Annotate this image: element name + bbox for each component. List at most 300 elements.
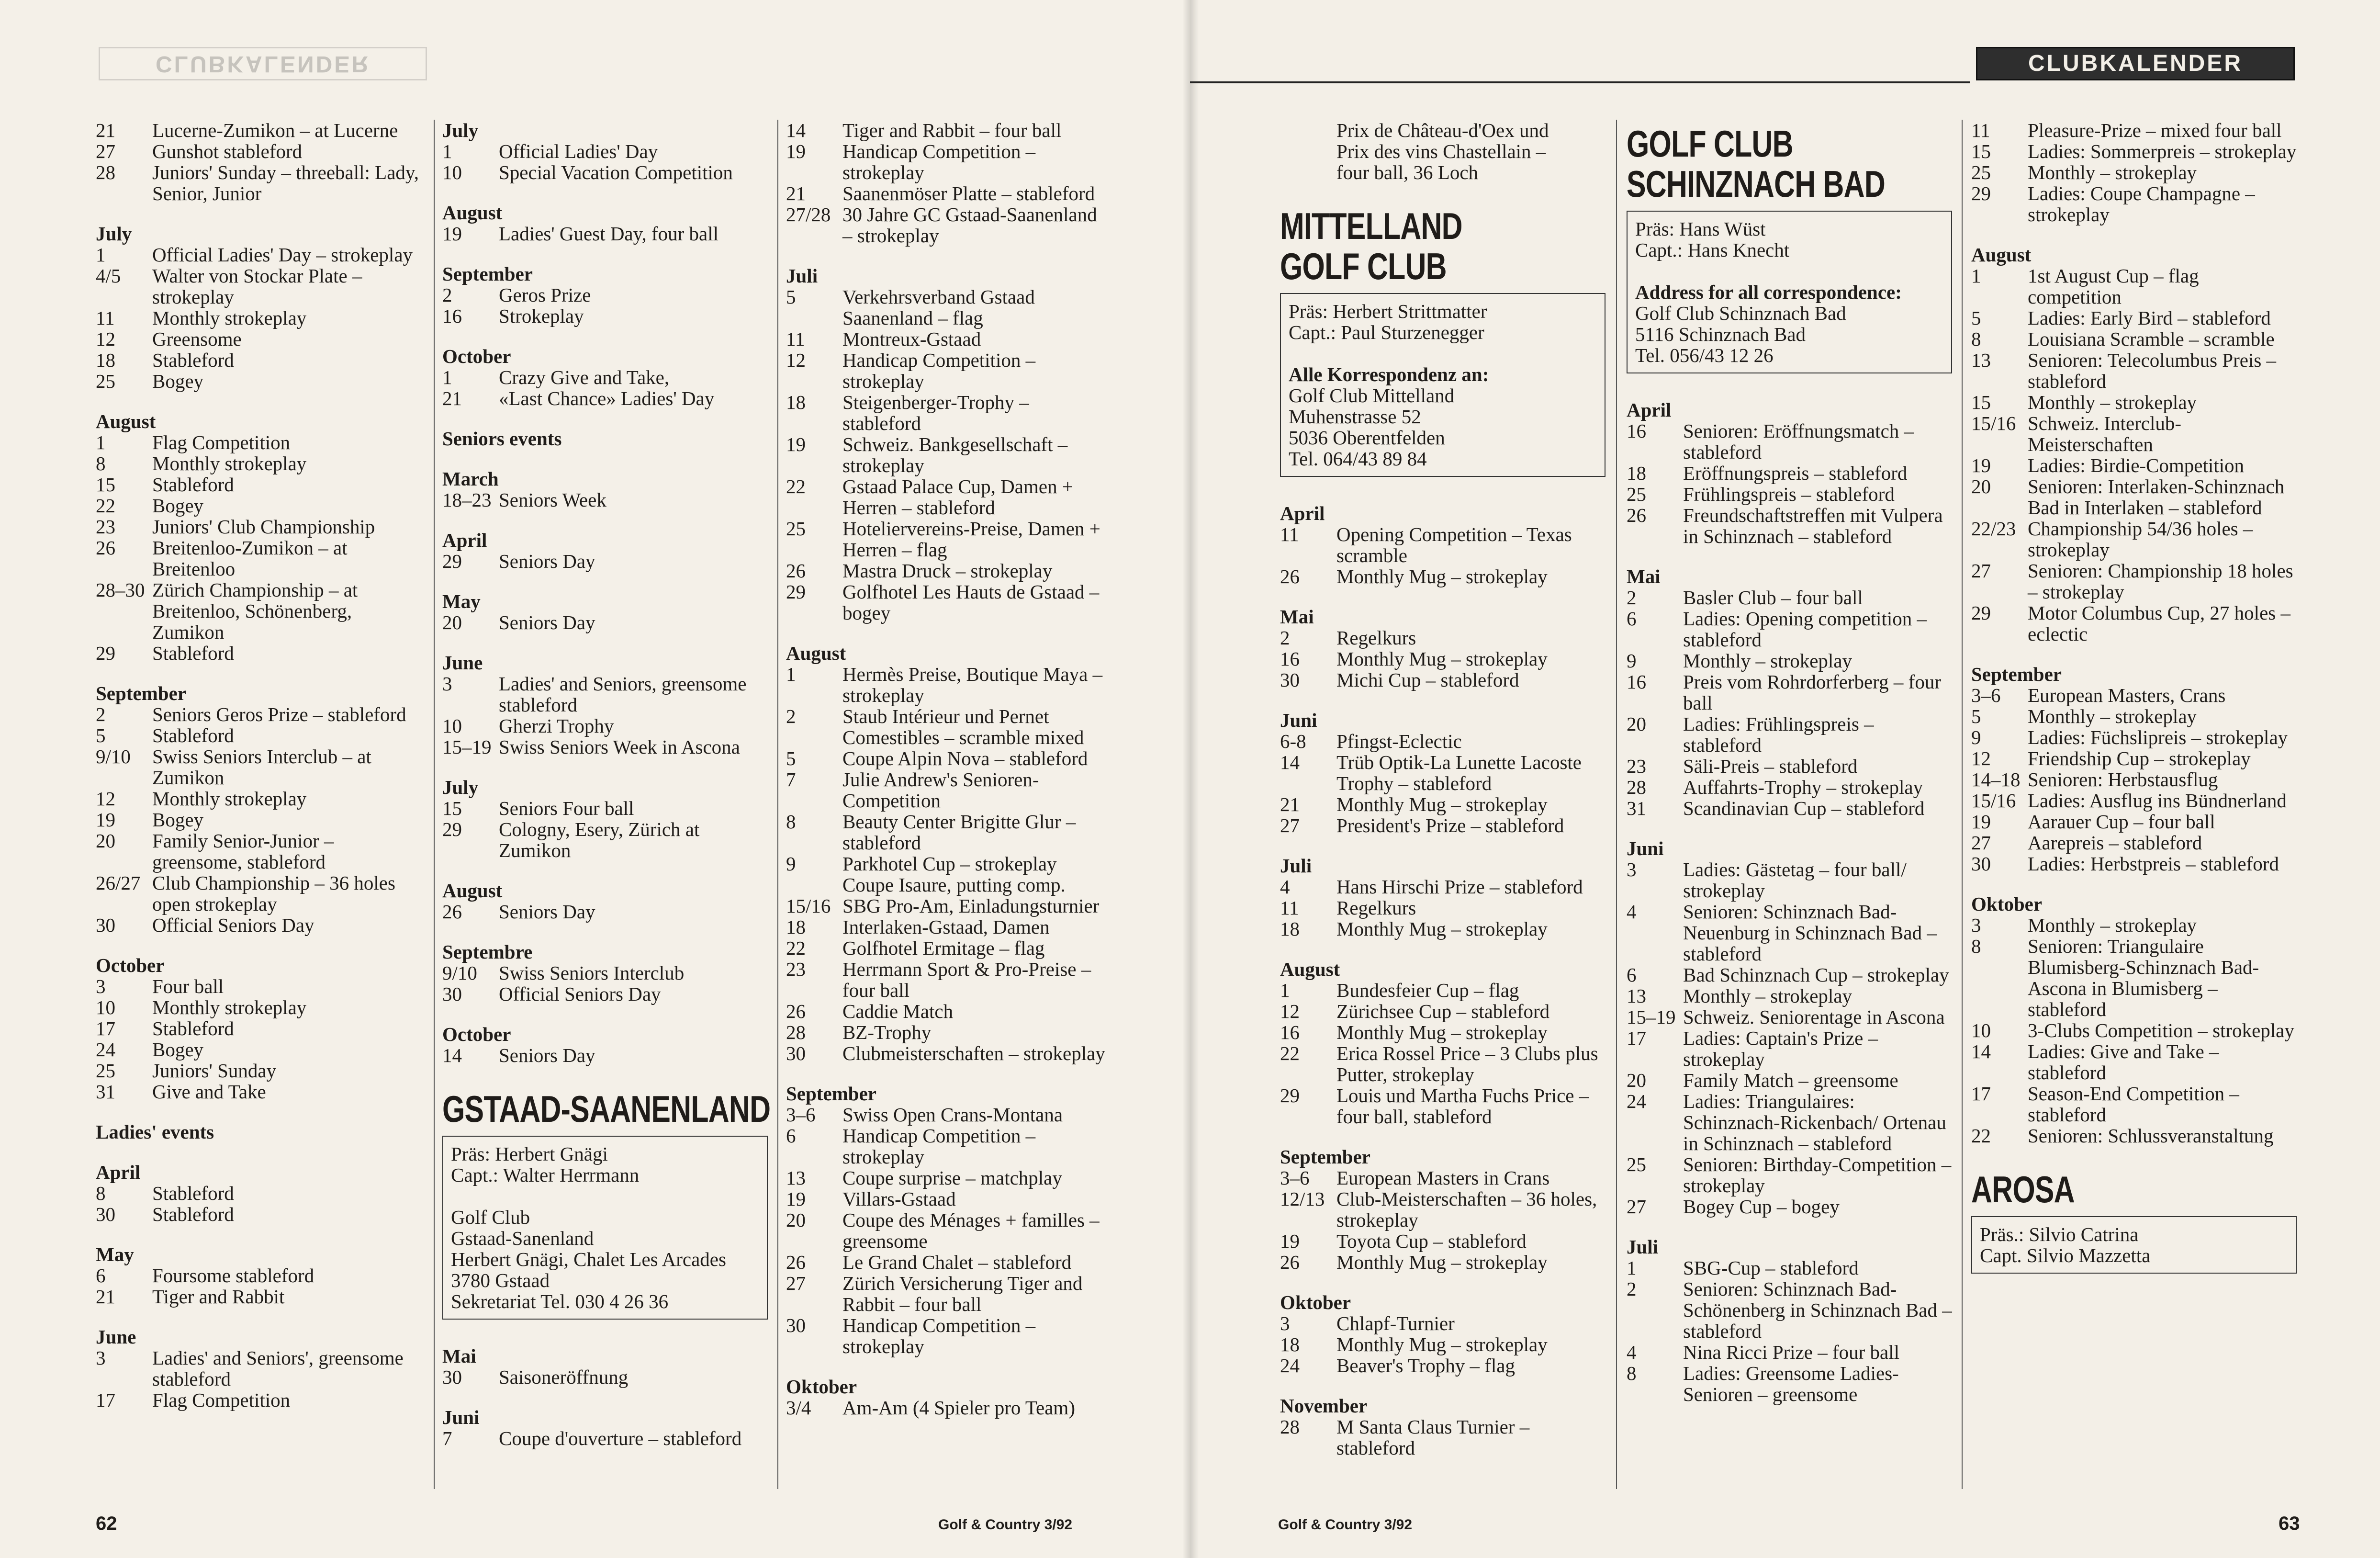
event-name: Gstaad Palace Cup, Damen + Herren – stableford	[842, 475, 1073, 519]
event-name: Preis vom Rohrdorferberg – four ball	[1683, 671, 1941, 714]
event-date: 18	[96, 349, 115, 371]
section-spacer	[1280, 836, 1605, 855]
club-info-line: Präs: Hans Wüst	[1635, 218, 1766, 240]
event-date: 13	[1971, 349, 1991, 371]
section-spacer	[1627, 547, 1952, 566]
event-name: Hans Hirschi Prize – stableford	[1336, 876, 1583, 898]
calendar-section	[96, 204, 421, 392]
event-name: Bad Schinznach Cup – strokeplay	[1683, 964, 1949, 986]
event-date: 13	[786, 1167, 806, 1189]
column-divider	[777, 120, 778, 1489]
event-date: 31	[96, 1081, 115, 1103]
event-name: Swiss Open Crans-Montana	[842, 1104, 1063, 1126]
event-date: 9/10	[442, 962, 477, 984]
event-row	[96, 976, 421, 997]
event-row	[786, 1315, 1111, 1357]
event-name: Monthly – strokeplay	[2028, 391, 2197, 413]
event-date: 7	[442, 1427, 452, 1449]
month-heading: September	[96, 682, 187, 704]
event-date: 26	[786, 1000, 806, 1022]
event-name: Regelkurs	[1336, 897, 1416, 919]
club-title	[1280, 206, 1534, 286]
event-row	[1971, 120, 2297, 141]
event-name: Bogey	[152, 809, 204, 831]
event-name: Chlapf-Turnier	[1336, 1312, 1455, 1334]
event-row	[1280, 752, 1605, 794]
event-row	[1627, 1091, 1952, 1154]
event-row	[96, 1039, 421, 1060]
event-row	[96, 162, 421, 204]
event-date: 6	[1627, 964, 1637, 986]
event-row	[1627, 587, 1952, 608]
event-date: 25	[786, 518, 806, 540]
section-spacer	[1971, 1146, 2297, 1165]
event-date: 2	[1627, 1278, 1637, 1300]
calendar-section	[96, 1307, 421, 1411]
event-name: Mastra Druck – strokeplay	[842, 560, 1053, 582]
event-date: 19	[442, 223, 462, 245]
event-row	[1627, 777, 1952, 798]
event-name: Hoteliervereins-Preise, Damen + Herren – flag	[842, 518, 1100, 561]
event-date: 4	[1280, 876, 1290, 898]
event-row	[442, 1366, 768, 1388]
club-info-line: Capt.: Walter Herrmann	[451, 1164, 640, 1186]
event-name: Parkhotel Cup – strokeplay Coupe Isaure, putting comp.	[842, 853, 1066, 896]
event-date: 2	[786, 705, 796, 727]
event-date: 1	[442, 366, 452, 388]
month-heading: Mai	[1280, 606, 1314, 628]
calendar-section	[96, 664, 421, 936]
calendar-section	[1280, 836, 1605, 939]
event-name: Seniors Day	[499, 901, 595, 923]
event-date: 21	[96, 1286, 115, 1308]
event-name: Breitenloo-Zumikon – at Breitenloo	[152, 537, 348, 580]
event-name: Beaver's Trophy – flag	[1336, 1355, 1515, 1377]
event-name: Pfingst-Eclectic	[1336, 730, 1462, 752]
month-heading: October	[96, 954, 165, 976]
event-row	[786, 664, 1111, 706]
event-row	[1280, 980, 1605, 1001]
event-date: 16	[1627, 420, 1646, 442]
event-name: Senioren: Schinznach Bad-Neuenburg in Schinznach Bad – stableford	[1683, 901, 1937, 965]
event-row	[96, 474, 421, 495]
event-row	[1971, 914, 2297, 936]
club-info-line: Tel. 056/43 12 26	[1635, 344, 1774, 366]
club-info-line: Tel. 064/43 89 84	[1289, 448, 1427, 470]
calendar-section	[96, 936, 421, 1102]
event-date: 19	[786, 1188, 806, 1210]
event-name: Aarepreis – stableford	[2028, 832, 2202, 854]
event-date: 19	[1971, 811, 1991, 833]
event-name: Senioren: Schinznach Bad-Schönenberg in Schinznach Bad – stableford	[1683, 1278, 1952, 1342]
event-name: Senioren: Telecolumbus Preis – stableford	[2028, 349, 2277, 392]
event-date: 15	[96, 474, 115, 496]
event-date: 18	[1280, 918, 1300, 940]
event-row	[1971, 748, 2297, 769]
event-date: 28	[96, 161, 115, 183]
event-name: Stableford	[152, 474, 234, 496]
event-name: Beauty Center Brigitte Glur – stableford	[842, 811, 1076, 854]
calendar-section	[96, 120, 421, 204]
event-date: 26/27	[96, 872, 141, 894]
event-name: Basler Club – four ball	[1683, 587, 1863, 609]
event-row	[1280, 524, 1605, 566]
event-row	[786, 1125, 1111, 1167]
event-row	[442, 715, 768, 736]
event-date: 30	[442, 1366, 462, 1388]
event-name: Monthly strokeplay	[152, 307, 307, 329]
event-date: 4/5	[96, 265, 121, 287]
event-row	[1971, 853, 2297, 874]
month-heading: August	[96, 410, 156, 432]
event-name: Motor Columbus Cup, 27 holes – eclectic	[2028, 602, 2290, 645]
month-heading: August	[442, 880, 503, 902]
event-name: Ladies' Guest Day, four ball	[499, 223, 719, 245]
event-date: 30	[786, 1042, 806, 1064]
event-name: 30 Jahre GC Gstaad-Saanenland – strokeplay	[842, 203, 1097, 247]
event-name: Aarauer Cup – four ball	[2028, 811, 2215, 833]
section-spacer	[786, 1357, 1111, 1376]
event-name: Coupe des Ménages + familles – greensome	[842, 1209, 1100, 1252]
section-spacer	[442, 757, 768, 777]
event-name: Tiger and Rabbit	[152, 1286, 285, 1308]
event-date: 27	[1280, 814, 1300, 836]
event-date: 28	[1280, 1416, 1300, 1438]
month-heading: April	[1627, 399, 1672, 421]
event-name: Gunshot stableford	[152, 140, 303, 162]
section-spacer	[1627, 380, 1952, 399]
event-row	[1280, 1001, 1605, 1022]
event-date: 28	[786, 1021, 806, 1043]
page-gutter	[1182, 0, 1199, 1558]
event-name: Stableford	[152, 724, 234, 746]
event-date: 20	[786, 1209, 806, 1231]
event-row	[442, 901, 768, 922]
event-name: Opening Competition – Texas scramble	[1336, 523, 1572, 566]
event-row	[786, 1001, 1111, 1022]
club-title-line: GSTAAD-SAANENLAND	[442, 1088, 771, 1130]
event-name: Official Seniors Day	[152, 914, 314, 936]
event-date: 15/16	[786, 895, 831, 917]
event-date: 16	[1627, 671, 1646, 693]
club-info-line: Muhenstrasse 52	[1289, 406, 1421, 428]
event-name: Walter von Stockar Plate – strokeplay	[152, 265, 362, 308]
section-spacer	[1280, 1273, 1605, 1292]
event-row	[1280, 1188, 1605, 1231]
event-name: Strokeplay	[499, 305, 584, 327]
event-date: 15–19	[1627, 1006, 1676, 1028]
event-date: 6	[1627, 608, 1637, 630]
event-date: 14	[1280, 751, 1300, 773]
calendar-section	[1280, 1127, 1605, 1273]
month-heading: April	[442, 529, 487, 551]
event-date: 26	[786, 560, 806, 582]
club-info-line: Herbert Gnägi, Chalet Les Arcades	[451, 1248, 726, 1270]
event-name: Freundschaftstreffen mit Vulpera in Schinznach – stableford	[1683, 504, 1943, 547]
event-date: 5	[96, 724, 106, 746]
calendar-section	[442, 327, 768, 409]
event-row	[442, 962, 768, 983]
event-row	[442, 162, 768, 183]
calendar-section	[1627, 380, 1952, 547]
event-row	[786, 1043, 1111, 1064]
event-name: Golfhotel Les Hauts de Gstaad – bogey	[842, 581, 1100, 624]
section-spacer	[786, 1064, 1111, 1083]
page-number-right: 63	[2279, 1513, 2300, 1534]
event-date: 2	[1627, 587, 1637, 609]
event-date: 27	[1627, 1196, 1646, 1218]
event-name: Staub Intérieur und Pernet Comestibles – scramble mixed	[842, 705, 1084, 748]
event-row	[1627, 1196, 1952, 1217]
event-row	[1627, 901, 1952, 964]
event-date: 4	[1627, 1341, 1637, 1363]
event-row	[96, 725, 421, 746]
event-row	[786, 811, 1111, 853]
month-heading: April	[96, 1161, 141, 1183]
event-date: 17	[1627, 1027, 1646, 1049]
event-row	[1627, 713, 1952, 756]
event-row	[96, 307, 421, 328]
event-name: Juniors' Sunday	[152, 1060, 277, 1082]
section-spacer	[442, 327, 768, 346]
section-spacer	[442, 449, 768, 468]
club-info-line: Capt. Silvio Mazzetta	[1980, 1244, 2151, 1266]
month-heading: July	[96, 223, 132, 245]
section-spacer	[96, 1307, 421, 1326]
event-name: Hermès Preise, Boutique Maya – strokeplay	[842, 663, 1103, 706]
club-info-line: 3780 Gstaad	[451, 1269, 550, 1291]
event-name: Saisoneröffnung	[499, 1366, 629, 1388]
event-row	[1280, 897, 1605, 918]
column-4	[1280, 120, 1605, 1458]
calendar-section	[1280, 939, 1605, 1127]
event-date: 1	[786, 663, 796, 685]
month-heading: Mai	[442, 1345, 476, 1367]
column-divider	[1962, 120, 1963, 1489]
club-info-line: Golf Club Mittelland	[1289, 384, 1455, 406]
event-name: Monthly – strokeplay	[2028, 161, 2197, 183]
event-row	[96, 244, 421, 265]
club-info-line	[1635, 260, 1943, 282]
event-row	[1280, 1252, 1605, 1273]
event-name: Scandinavian Cup – stableford	[1683, 797, 1925, 819]
event-date: 10	[442, 715, 462, 737]
event-date: 27	[786, 1272, 806, 1294]
event-name: Bogey	[152, 370, 204, 392]
event-name: Ladies: Captain's Prize – strokeplay	[1683, 1027, 1878, 1070]
event-row	[96, 1060, 421, 1081]
event-row	[1627, 1006, 1952, 1027]
column-2	[442, 119, 771, 1449]
event-date: 28–30	[96, 579, 145, 601]
event-date: 25	[96, 1060, 115, 1082]
section-spacer	[1280, 1376, 1605, 1395]
event-row	[1971, 183, 2297, 225]
event-row	[1627, 964, 1952, 985]
event-row	[1627, 505, 1952, 547]
event-row	[442, 223, 768, 244]
event-name: Seniors Week	[499, 489, 606, 511]
section-tag-clubkalender: CLUBKALENDER	[1976, 47, 2295, 80]
event-date: 20	[96, 830, 115, 852]
event-date: 7	[786, 768, 796, 790]
event-date: 12	[1971, 747, 1991, 769]
month-heading: Juli	[786, 265, 818, 287]
event-date: 27	[1971, 560, 1991, 582]
event-row	[1971, 413, 2297, 455]
event-name: Ladies: Opening competition – stableford	[1683, 608, 1927, 651]
event-row	[442, 612, 768, 633]
event-name: Season-End Competition – stableford	[2028, 1083, 2239, 1126]
event-date: 10	[1971, 1019, 1991, 1041]
calendar-section	[786, 623, 1111, 1064]
event-name: Lucerne-Zumikon – at Lucerne	[152, 119, 398, 141]
event-row	[1280, 1355, 1605, 1376]
calendar-section	[442, 244, 768, 327]
event-name: Le Grand Chalet – stableford	[842, 1251, 1072, 1273]
month-heading: August	[786, 642, 846, 664]
event-row	[96, 1018, 421, 1039]
event-name: Ladies: Give and Take – stableford	[2028, 1040, 2219, 1084]
event-date: 23	[1627, 755, 1646, 777]
event-date: 9	[1971, 726, 1981, 748]
event-row	[1280, 1167, 1605, 1188]
event-name: Senioren: Birthday-Competition – strokeplay	[1683, 1153, 1952, 1197]
event-row	[786, 560, 1111, 581]
event-name: Geros Prize	[499, 284, 591, 306]
event-name: Flag Competition	[152, 1389, 291, 1411]
event-date: 19	[1971, 454, 1991, 476]
event-date: 14	[1971, 1040, 1991, 1062]
event-row	[96, 872, 421, 914]
event-row	[1971, 265, 2297, 307]
section-spacer	[1280, 690, 1605, 710]
event-row	[786, 518, 1111, 560]
event-name: Coupe Alpin Nova – stableford	[842, 747, 1088, 769]
event-row	[1971, 162, 2297, 183]
event-row	[1280, 1416, 1605, 1458]
event-date: 14	[786, 119, 806, 141]
event-name: Monthly strokeplay	[152, 788, 307, 810]
event-name: Handicap Competition – strokeplay	[842, 349, 1036, 392]
event-name: Bogey Cup – bogey	[1683, 1196, 1840, 1218]
event-row	[442, 673, 768, 715]
section-spacer	[96, 1102, 421, 1121]
event-row	[1280, 1043, 1605, 1085]
event-row	[1627, 420, 1952, 463]
column-6	[1971, 120, 2297, 1280]
event-date: 11	[1280, 897, 1299, 919]
event-row	[1971, 685, 2297, 706]
month-heading: Mai	[1627, 565, 1661, 587]
event-date: 17	[1971, 1083, 1991, 1105]
event-row	[1971, 832, 2297, 853]
event-row	[1280, 669, 1605, 690]
event-name: Julie Andrew's Senioren-Competition	[842, 768, 1039, 812]
event-name: SBG Pro-Am, Einladungsturnier	[842, 895, 1100, 917]
calendar-section	[442, 861, 768, 922]
event-row	[786, 1252, 1111, 1273]
event-name: Handicap Competition – strokeplay	[842, 1125, 1036, 1168]
event-date: 8	[96, 452, 106, 474]
event-row	[96, 120, 421, 141]
event-name: Ladies: Coupe Champagne – strokeplay	[2028, 182, 2255, 226]
event-date: 2	[96, 703, 106, 725]
event-name: Golfhotel Ermitage – flag	[842, 937, 1045, 959]
event-row	[786, 350, 1111, 392]
event-date: 29	[1280, 1084, 1300, 1106]
event-row	[96, 265, 421, 307]
event-name: Monthly – strokeplay	[1683, 650, 1852, 672]
event-row	[1280, 627, 1605, 648]
event-row	[1971, 727, 2297, 748]
event-row	[1280, 1022, 1605, 1043]
calendar-section	[1280, 484, 1605, 587]
event-name: Stableford	[152, 642, 234, 664]
event-date: 31	[1627, 797, 1646, 819]
section-spacer	[1627, 819, 1952, 838]
month-heading: October	[442, 345, 511, 367]
club-info-box	[1627, 211, 1952, 373]
event-name: 3-Clubs Competition – strokeplay	[2028, 1019, 2294, 1041]
event-name: European Masters in Crans	[1336, 1167, 1550, 1189]
event-name: Swiss Seniors Week in Ascona	[499, 736, 740, 758]
event-date: 5	[1971, 307, 1981, 329]
section-spacer	[442, 510, 768, 530]
event-date: 22	[786, 937, 806, 959]
event-row	[1280, 731, 1605, 752]
event-name: Regelkurs	[1336, 627, 1416, 649]
event-date: 27/28	[786, 203, 831, 226]
event-name: Monthly – strokeplay	[1683, 985, 1852, 1007]
event-date: 24	[1627, 1090, 1646, 1112]
event-name: Crazy Give and Take,	[499, 366, 670, 388]
event-row	[1627, 1257, 1952, 1278]
event-date: 3/4	[786, 1397, 811, 1419]
event-name: Flag Competition	[152, 431, 291, 453]
calendar-section	[96, 1142, 421, 1225]
event-name: Ladies: Greensome Ladies-Senioren – greensome	[1683, 1362, 1899, 1405]
calendar-section	[442, 409, 768, 449]
event-row	[1971, 1125, 2297, 1146]
month-heading: September	[442, 263, 533, 285]
section-spacer	[442, 861, 768, 880]
month-heading: Seniors events	[442, 428, 562, 450]
event-row	[1971, 518, 2297, 560]
event-date: 15	[1971, 391, 1991, 413]
event-name: Schweiz. Seniorentage in Ascona	[1683, 1006, 1945, 1028]
event-date: 1	[1971, 265, 1981, 287]
event-row	[96, 350, 421, 371]
event-name: President's Prize – stableford	[1336, 814, 1564, 836]
event-date: 19	[786, 433, 806, 455]
event-name: Herrmann Sport & Pro-Preise – four ball	[842, 958, 1091, 1001]
event-date: 3	[1280, 1312, 1290, 1334]
event-date: 26	[442, 901, 462, 923]
event-date: 12	[786, 349, 806, 371]
event-date: 17	[96, 1017, 115, 1039]
club-info-line: Gstaad-Sanenland	[451, 1227, 594, 1249]
event-date: 6	[786, 1125, 796, 1147]
event-row	[96, 1389, 421, 1411]
event-date: 15	[1971, 140, 1991, 162]
event-date: 26	[1627, 504, 1646, 526]
month-heading: July	[442, 119, 479, 141]
event-name: Official Seniors Day	[499, 983, 661, 1005]
event-row	[96, 746, 421, 788]
event-date: 25	[1627, 483, 1646, 505]
event-name: Monthly Mug – strokeplay	[1336, 918, 1548, 940]
